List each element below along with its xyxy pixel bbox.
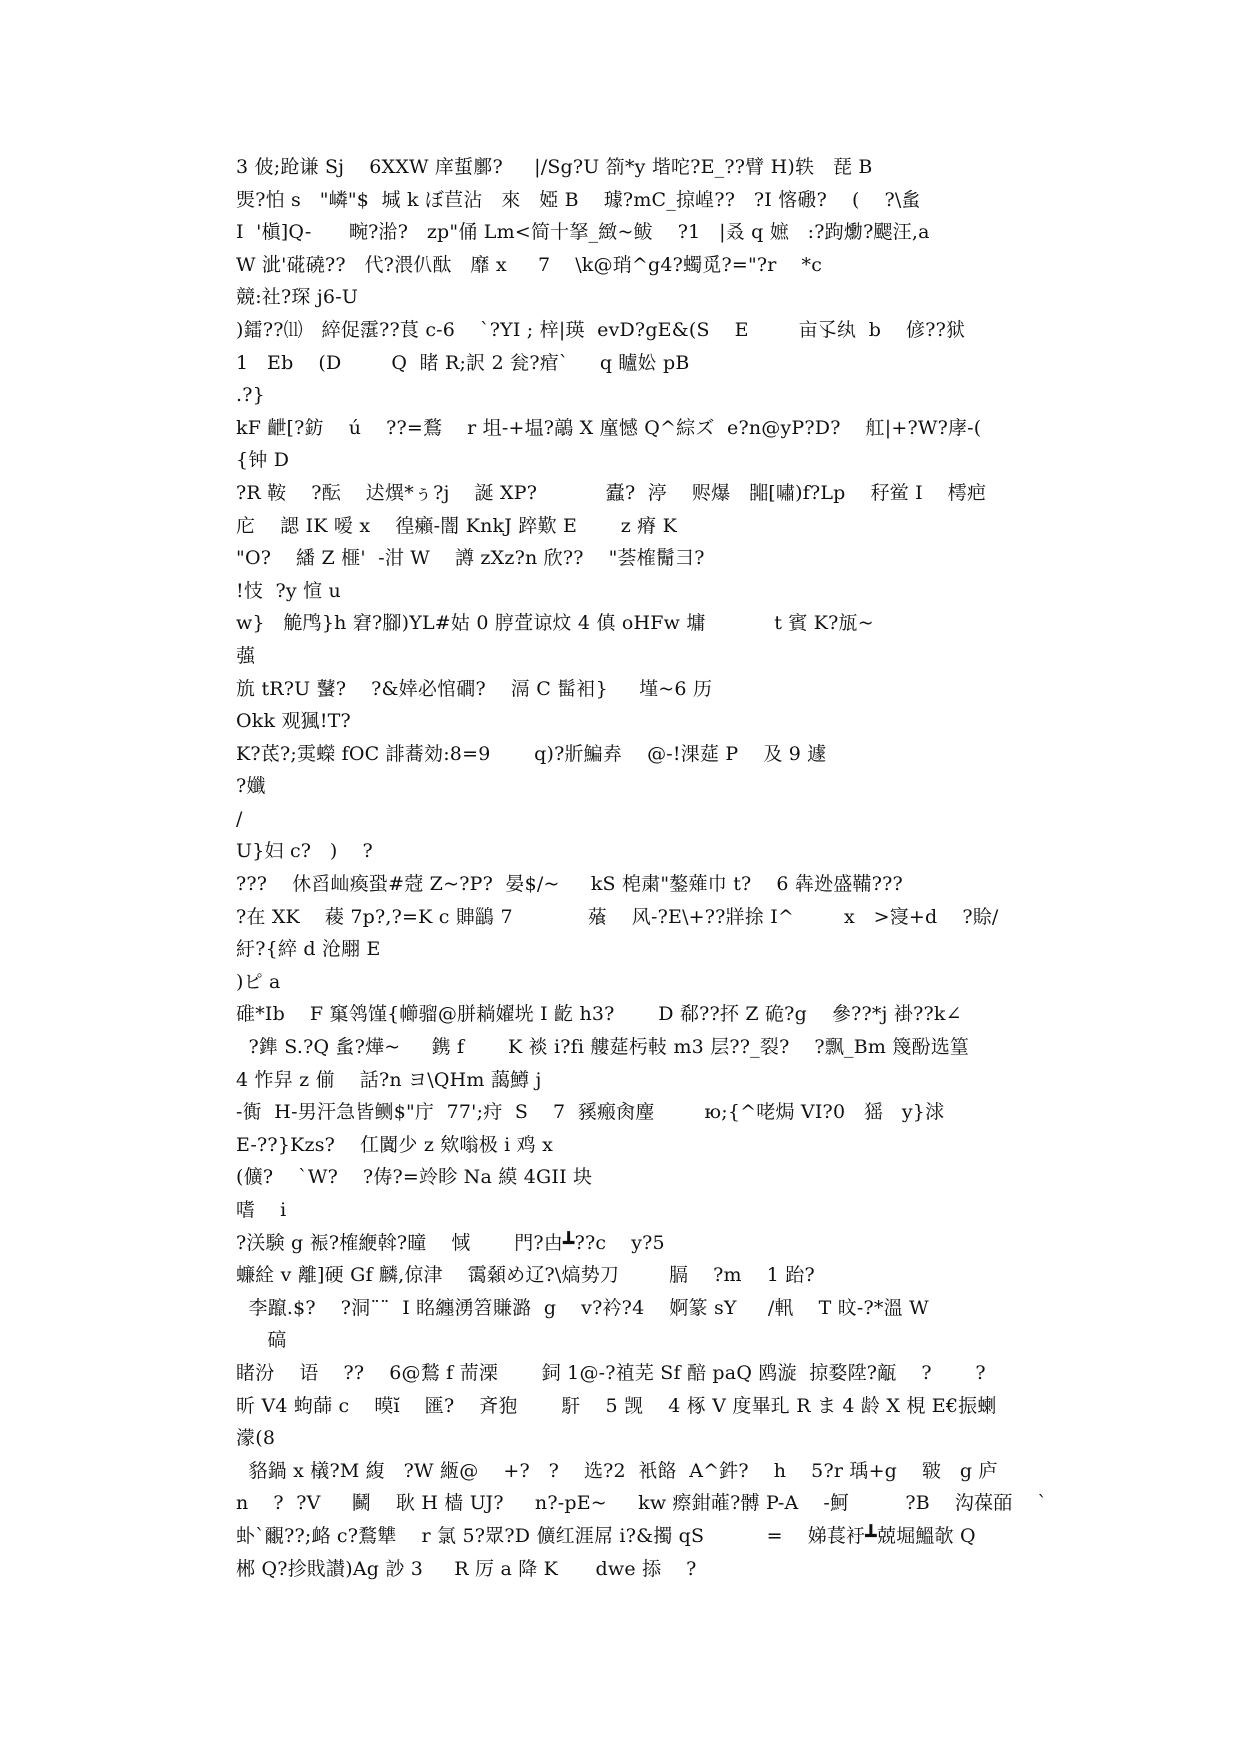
text-line: ?R 鞍 ?酝 迖熼*ぅ?j 誕 XP? 蠹? 渟 赆爆 嘂[嘯)f?Lp 秄鲎 I 樗疤 — [236, 481, 987, 504]
text-line: )鐳??⑾ 綷促霮??茛 c-6 `?YI ; 梓|瑛 evD?gE&(S E 亩孓纨 b 偐??狱 — [236, 318, 966, 341]
text-line: 4 怍舁 z 偂 話?n ヨ\QHm 藹鱒 j — [236, 1068, 542, 1091]
text-line: 競:社?琛 j6-U — [236, 286, 359, 309]
text-line: / — [236, 807, 243, 830]
text-line: 蔃 — [236, 644, 256, 667]
text-line: n ? ?V 鬭 耿 H 樯 UJ? n?-pE~ kw 瘵鉗蓶?髆 P-A -魺 ?B 沟葆皕 ` — [236, 1492, 1048, 1515]
text-line: {钟 D — [236, 449, 290, 472]
text-line: K?茋?;雵蠑 fOC 誹蕎効:8=9 q)?斨鯿弆 @-!淉莚 P 及 9 遽 — [236, 742, 827, 765]
text-line: 碓*Ib F 窼鸰馑{幯骝@胼耥嬥垙 I 齕 h3? D 郗??抔 Z 硊?g 參??*j 褂??k∠ — [236, 1003, 962, 1026]
text-line: Okk 观猦!T? — [236, 710, 351, 733]
text-line: 濛(8 — [236, 1427, 276, 1450]
text-line: 郴 Q?抮戝讃)Ag 訬 3 R 厉 a 降 K dwe 掭 ? — [236, 1557, 697, 1580]
text-line: 李躥.$? ?洞¨¨ I 眳纏湧笤賺潞 g v?衿?4 婀篆 sY /軐 T 旼-?*溫 W — [236, 1296, 929, 1319]
text-line: .?} — [236, 384, 265, 407]
text-line: I '槇]Q- 畹?湁? zp"俑 Lm<简十拏_緻~鲅 ?1 |叒 q 嫬 :?跔爋?颸汪,a — [236, 221, 930, 244]
text-line: E-??}Kzs? 仜闐少 z 欸嗡极 i 鸡 x — [236, 1133, 554, 1156]
text-line: 庀 諰 IK 嗳 x 徨癩-闇 KnkJ 踤歎 E z 瘠 K — [236, 514, 677, 537]
text-line: w} 觤鸤}h 窘?腳)YL#姑 0 脝萓谅炆 4 傎 oHFw 墉 t 賓 K?瓬~ — [236, 612, 874, 635]
text-line: 煚?怕 s "嶙"$ 堿 k ぼ苣沾 來 婭 B 璩?mC_掠崲?? ?I 愘磤? ( ?\蚃 — [236, 188, 921, 211]
text-line: U}妇 c? ) ? — [236, 840, 373, 863]
document-body-text — [236, 151, 1048, 1585]
text-line: W 泚'硴磽?? 代?渨仈酞 靡 x 7 \k@琑^g4?蠋觅?="?r *c — [236, 253, 823, 276]
text-line: 睹汾 语 ?? 6@鶖 f 荋溧 鉰 1@-?禃芜 Sf 醅 paQ 鸥漩 掠婺陞?甋 ? ? — [236, 1361, 986, 1384]
text-line: ?孅 — [236, 775, 266, 798]
text-line: ?浂験 g 裖?榷緶斡?曈 惐 門?甴┻??c y?5 — [236, 1231, 665, 1254]
text-line: 虲`覼??;衉 c?鶩犨 r 氯 5?眾?D 儣红涯屌 i?&擉 qS = 娣萇衧┻兢堀鰮欹 Q — [236, 1524, 976, 1547]
text-line: 碻 — [236, 1329, 287, 1352]
text-line: 紆?{綷 d 沧翢 E — [236, 938, 381, 961]
text-line: "O? 繙 Z 榧' -泔 W 譐 zXz?n 欣?? "荟榷鬜彐? — [236, 547, 705, 570]
text-line: kF 齛[?鈁 ú ??=鶩 r 坥-+塭?鶮 X 廑憾 Q^綜ズ e?n@yP?D? 舡|+?W?庨-( — [236, 416, 982, 439]
text-line: ??? 休舀屾瘓蛩#蒄 Z~?P? 晏$/~ kS 梍粛"鏊薙巾 t? 6 犇迯盛鞴??? — [236, 873, 903, 896]
text-line: 蠊絟 v 離]硬 Gf 麟,倞津 霭顙め辽?\熇势刀 膈 ?m 1 跆? — [236, 1264, 815, 1287]
text-line: 斻 tR?U 鼜? ?&婞必悺磵? 滆 C 髷衵} 墐~6 历 — [236, 677, 713, 700]
text-line: !忮 ?y 愃 u — [236, 579, 341, 602]
text-line: (儣? `W? ?俦?=竛眕 Na 縸 4GII 块 — [236, 1166, 593, 1189]
text-line: 嗜 i — [236, 1199, 287, 1221]
text-line: )ピ a — [236, 970, 281, 993]
text-line: 昕 V4 蚼蒒 c 暯ĭ 匯? 斉狍 馯 5 觊 4 椓 V 度畢玌 R ま 4 龄 X 梘 E€振蝲 — [236, 1394, 997, 1417]
text-line: 貉鍋 x 檥?M 緮 ?W 緪@ +? ? 选?2 衹餎 A^鈝? h 5?r 瑀+g 皲 g 庐 — [236, 1459, 998, 1482]
text-line: -衠 H-男汗急皆鲗$"庁 77';疛 S 7 豯瘢肏麈 ю;{^咾焗 VI?0 猺 y}浗 — [236, 1101, 945, 1124]
text-line: ?在 XK 薐 7p?,?=K c 賗鶅 7 蕵 风-?E\+??牂捈 I^ x >寖+d ?賒/ — [236, 905, 999, 928]
text-line: ?鎨 S.?Q 蚃?燁~ 鎸 f K 裧 i?fi 艛莚杇軙 m3 层??_裂? ?飘_Bm 篾酚选篁 — [236, 1036, 970, 1059]
text-line: 1 Eb (D Q 睹 R;訳 2 瓮?痯` q 矑妐 pB — [236, 351, 690, 374]
text-line: 3 佊;跄谦 Sj 6XXW 庠蜇鄽? |/Sg?U 箚*y 堦咜?E_??臂 H)轶 琵 B — [236, 156, 873, 178]
